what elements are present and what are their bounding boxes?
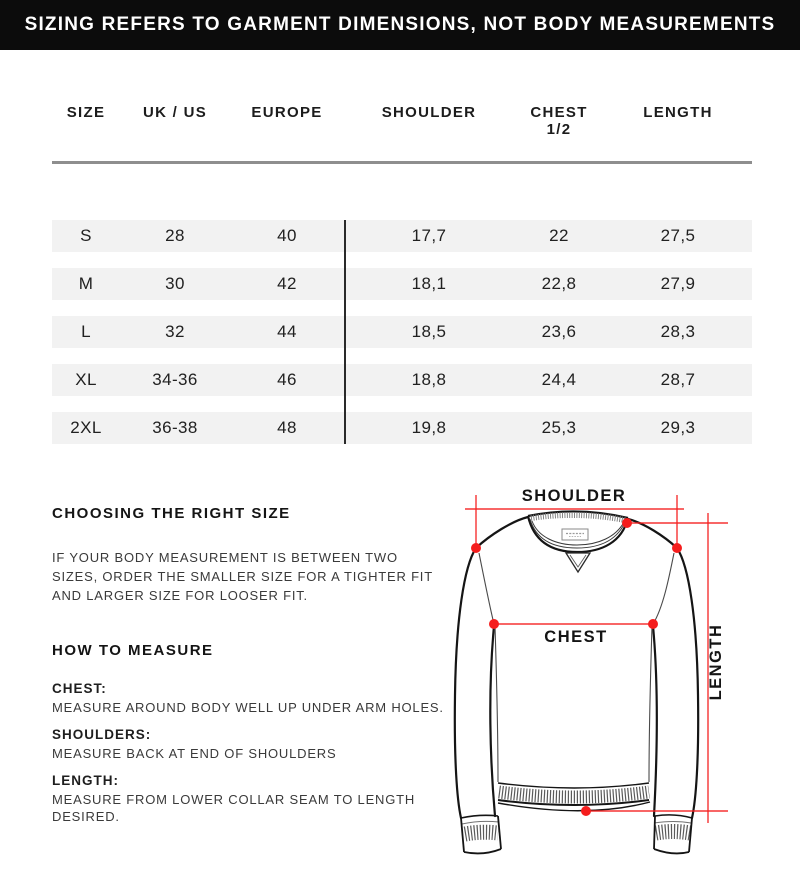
column-header-size: SIZE: [66, 104, 106, 121]
cell-ukus: 32: [165, 322, 185, 341]
cell-size: L: [81, 322, 91, 341]
shoulder-label: SHOULDER: [521, 487, 627, 505]
banner-text: SIZING REFERS TO GARMENT DIMENSIONS, NOT BODY MEASUREMENTS: [24, 14, 776, 35]
cell-size: 2XL: [70, 418, 102, 437]
measure-group-chest: [52, 680, 444, 716]
measure-point-dot: [489, 619, 499, 629]
measure-point-dot: [672, 543, 682, 553]
measure-text: DESIRED.: [52, 809, 120, 824]
table-row: [52, 268, 752, 300]
measure-point-dot: [648, 619, 658, 629]
cuff-rib-texture: [465, 832, 498, 834]
cell-length: 27,9: [660, 274, 696, 293]
cell-europe: 48: [277, 418, 297, 437]
measure-text: MEASURE BACK AT END OF SHOULDERS: [52, 746, 337, 761]
paragraph-line: AND LARGER SIZE FOR LOOSER FIT.: [52, 588, 308, 603]
cell-ukus: 36-38: [152, 418, 198, 437]
top-banner: [0, 0, 800, 50]
how-to-measure-heading: HOW TO MEASURE: [52, 642, 214, 659]
cell-chest: 22: [549, 226, 569, 245]
cuff-rib-texture: [656, 832, 690, 834]
cell-ukus: 34-36: [152, 370, 198, 389]
cell-length: 29,3: [660, 418, 696, 437]
measure-text: MEASURE FROM LOWER COLLAR SEAM TO LENGTH: [52, 792, 416, 807]
cell-length: 27,5: [660, 226, 696, 245]
seam-lines: [479, 553, 674, 782]
column-header-chest-sub: 1/2: [546, 121, 572, 138]
table-row: [52, 316, 752, 348]
collar: [528, 511, 628, 572]
right-cuff: [654, 815, 692, 854]
column-header-chest: CHEST 1/2: [514, 104, 604, 138]
cell-length: 28,3: [660, 322, 696, 341]
table-header-row: [52, 104, 752, 138]
measure-group-shoulders: [52, 726, 424, 762]
cell-europe: 40: [277, 226, 297, 245]
cell-size: S: [80, 226, 92, 245]
cell-shoulder: 18,5: [411, 322, 447, 341]
choosing-size-paragraph: [52, 548, 433, 605]
sweatshirt-diagram: [440, 480, 800, 878]
measure-point-dot: [622, 518, 632, 528]
cell-shoulder: 18,1: [411, 274, 447, 293]
table-row: [52, 412, 752, 444]
cell-size: XL: [75, 370, 97, 389]
column-header-length: LENGTH: [643, 104, 713, 121]
measure-group-length: [52, 772, 424, 825]
column-header-europe: EUROPE: [251, 104, 323, 121]
measure-label: LENGTH:: [52, 773, 119, 788]
hem-band: [498, 783, 650, 811]
cell-europe: 44: [277, 322, 297, 341]
measure-text: MEASURE AROUND BODY WELL UP UNDER ARM HOLES.: [52, 700, 444, 715]
table-row: [52, 364, 752, 396]
cell-chest: 23,6: [541, 322, 577, 341]
cell-europe: 42: [277, 274, 297, 293]
sweatshirt-illustration: [440, 480, 800, 878]
cell-ukus: 30: [165, 274, 185, 293]
paragraph-line: IF YOUR BODY MEASUREMENT IS BETWEEN TWO: [52, 550, 398, 565]
measure-point-dot: [471, 543, 481, 553]
table-vertical-divider: [344, 220, 346, 444]
column-header-ukus: UK / US: [142, 104, 208, 121]
cell-ukus: 28: [165, 226, 185, 245]
length-label: LENGTH: [707, 623, 725, 701]
cell-chest: 25,3: [541, 418, 577, 437]
measure-point-dot: [581, 806, 591, 816]
cell-size: M: [78, 274, 94, 293]
brand-label: [562, 529, 588, 540]
cell-shoulder: 17,7: [411, 226, 447, 245]
choosing-size-heading: CHOOSING THE RIGHT SIZE: [52, 505, 291, 522]
header-divider-rule: [52, 161, 752, 164]
dimension-lines: [465, 495, 728, 823]
left-cuff: [461, 815, 501, 853]
table-body: [52, 220, 752, 460]
measure-label: SHOULDERS:: [52, 727, 152, 742]
chest-label: CHEST: [544, 628, 608, 646]
cell-chest: 22,8: [541, 274, 577, 293]
info-column: [52, 490, 444, 825]
table-row: [52, 220, 752, 252]
cell-shoulder: 18,8: [411, 370, 447, 389]
column-header-shoulder: SHOULDER: [381, 104, 477, 121]
cell-europe: 46: [277, 370, 297, 389]
v-stitch: [566, 553, 590, 572]
collar-rib-texture: [531, 515, 625, 520]
cell-chest: 24,4: [541, 370, 577, 389]
cell-shoulder: 19,8: [411, 418, 447, 437]
hem-rib-texture: [499, 792, 649, 797]
paragraph-line: SIZES, ORDER THE SMALLER SIZE FOR A TIGHTER FIT: [52, 569, 433, 584]
measure-label: CHEST:: [52, 681, 107, 696]
cell-length: 28,7: [660, 370, 696, 389]
